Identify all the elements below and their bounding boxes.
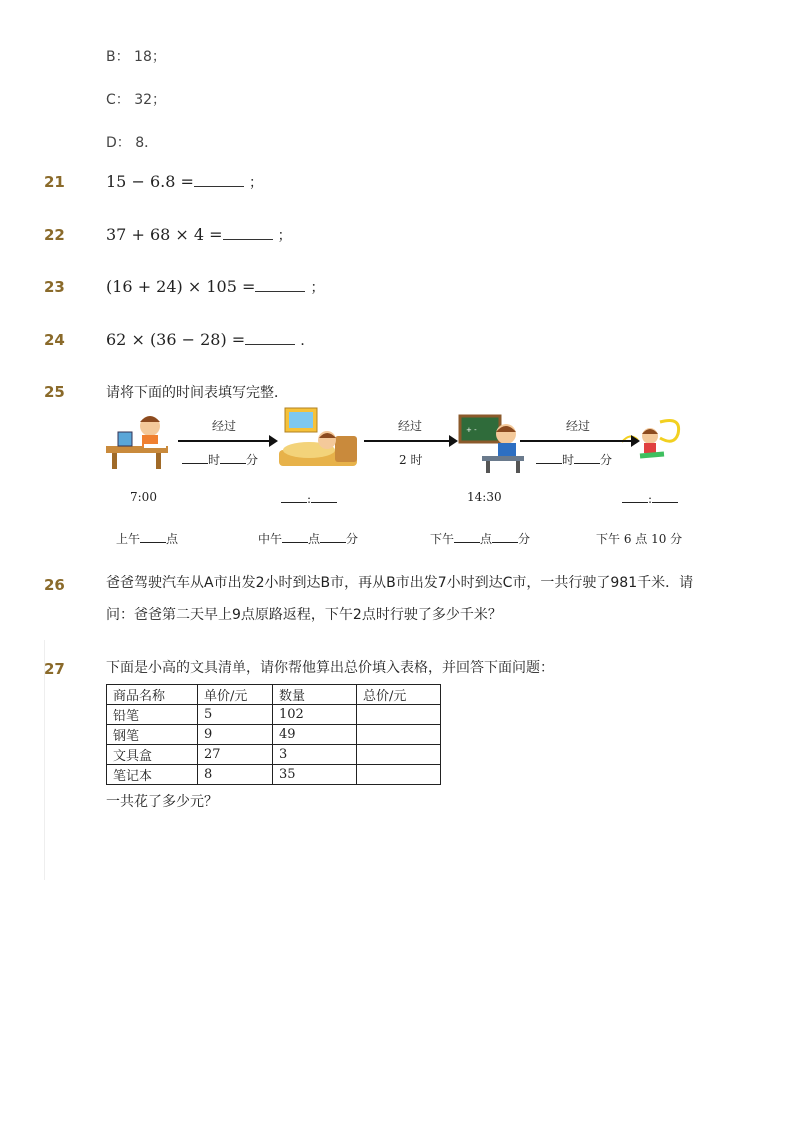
- minutes-blank[interactable]: [574, 451, 600, 464]
- hour-unit: 时: [208, 453, 221, 467]
- question-text: 一共花了多少元？: [106, 794, 218, 810]
- table-row: [107, 745, 441, 765]
- period-suffix: 分: [518, 532, 531, 546]
- time-blank-4: [622, 490, 678, 506]
- table-cell: 8: [198, 765, 273, 785]
- answer-blank[interactable]: [245, 330, 295, 345]
- table-cell: 3: [273, 745, 357, 765]
- minute-unit: 分: [600, 453, 613, 467]
- table-header-row: [107, 685, 441, 705]
- total-cell[interactable]: [357, 745, 441, 765]
- period-suffix: 分: [346, 532, 359, 546]
- math-expression: [106, 277, 324, 297]
- svg-text:+ -: + -: [466, 426, 477, 434]
- period-label-3: [430, 530, 530, 547]
- hour-blank[interactable]: [454, 530, 480, 543]
- question-text: [106, 567, 756, 631]
- minute-blank[interactable]: [320, 530, 346, 543]
- table-cell: 铅笔: [107, 705, 198, 725]
- child-at-blackboard-illustration: [458, 412, 528, 474]
- question-number: 21: [44, 173, 65, 191]
- option-c: C： 32；: [106, 92, 167, 108]
- option-b: B： 18；: [106, 49, 166, 65]
- time-blank-2: [281, 490, 337, 506]
- total-cell[interactable]: [357, 705, 441, 725]
- hour-blank[interactable]: [140, 530, 166, 543]
- table-cell: 5: [198, 705, 273, 725]
- total-cell[interactable]: [357, 725, 441, 745]
- hour-blank[interactable]: [281, 490, 307, 503]
- table-row: [107, 725, 441, 745]
- table-header: 单价/元: [198, 685, 273, 705]
- table-header: 商品名称: [107, 685, 198, 705]
- arrow-1: [178, 440, 276, 442]
- table-header: 总价/元: [357, 685, 441, 705]
- question-line: 爸爸驾驶汽车从A市出发2小时到达B市，再从B市出发7小时到达C市，一共行驶了981千米．请: [106, 575, 694, 591]
- colon: :: [648, 492, 653, 506]
- hours-blank[interactable]: [536, 451, 562, 464]
- table-header: 数量: [273, 685, 357, 705]
- duration-blank-1: [182, 451, 258, 468]
- period-mid: 点: [480, 532, 493, 546]
- answer-blank[interactable]: [255, 277, 305, 292]
- expression-tail: ；: [277, 228, 292, 244]
- colon: :: [307, 492, 312, 506]
- expression-tail: ；: [248, 175, 263, 191]
- period-prefix: 中午: [258, 532, 283, 546]
- elapsed-label: 经过: [566, 419, 591, 433]
- question-number: 27: [44, 660, 65, 678]
- question-number: 24: [44, 331, 65, 349]
- period-label-4: 下午 6 点 10 分: [596, 532, 683, 546]
- period-mid: 点: [308, 532, 321, 546]
- arrow-3: [520, 440, 638, 442]
- hour-unit: 时: [562, 453, 575, 467]
- question-text: 请将下面的时间表填写完整．: [106, 385, 288, 401]
- minutes-blank[interactable]: [220, 451, 246, 464]
- minute-blank[interactable]: [311, 490, 337, 503]
- table-cell: 文具盒: [107, 745, 198, 765]
- period-suffix: 点: [166, 532, 179, 546]
- table-row: [107, 705, 441, 725]
- question-number: 25: [44, 383, 65, 401]
- question-text: 下面是小高的文具清单，请你帮他算出总价填入表格，并回答下面问题：: [106, 660, 554, 676]
- child-at-desk-illustration: [104, 408, 174, 470]
- minute-unit: 分: [246, 453, 259, 467]
- math-expression: [106, 225, 292, 245]
- table-row: [107, 765, 441, 785]
- table-cell: 27: [198, 745, 273, 765]
- expression-text: (16 + 24) × 105 =: [106, 277, 256, 296]
- elapsed-label: 经过: [212, 419, 237, 433]
- duration-blank-3: [536, 451, 612, 468]
- period-label-2: [258, 530, 358, 547]
- hour-blank[interactable]: [282, 530, 308, 543]
- minute-blank[interactable]: [652, 490, 678, 503]
- arrow-2: [364, 440, 456, 442]
- period-prefix: 上午: [116, 532, 141, 546]
- option-d: D： 8．: [106, 135, 159, 151]
- time-third: 14:30: [467, 490, 502, 504]
- table-cell: 49: [273, 725, 357, 745]
- minute-blank[interactable]: [492, 530, 518, 543]
- table-cell: 35: [273, 765, 357, 785]
- table-cell: 9: [198, 725, 273, 745]
- stationery-table: [106, 684, 441, 785]
- question-line: 问：爸爸第二天早上9点原路返程，下午2点时行驶了多少千米？: [106, 607, 502, 623]
- period-label-1: [116, 530, 178, 547]
- table-cell: 笔记本: [107, 765, 198, 785]
- expression-text: 15 − 6.8 =: [106, 172, 194, 191]
- total-cell[interactable]: [357, 765, 441, 785]
- expression-text: 62 × (36 − 28) =: [106, 330, 246, 349]
- elapsed-label: 经过: [398, 419, 423, 433]
- table-cell: 钢笔: [107, 725, 198, 745]
- math-expression: [106, 330, 314, 350]
- question-number: 22: [44, 226, 65, 244]
- expression-tail: ．: [300, 333, 315, 349]
- hour-blank[interactable]: [622, 490, 648, 503]
- question-number: 23: [44, 278, 65, 296]
- question-number: 26: [44, 576, 65, 594]
- duration-two-hours: 2 时: [399, 453, 423, 467]
- math-expression: [106, 172, 263, 192]
- expression-tail: ；: [310, 280, 325, 296]
- expression-text: 37 + 68 × 4 =: [106, 225, 223, 244]
- time-start: 7:00: [130, 490, 157, 504]
- child-napping-illustration: [279, 406, 361, 472]
- answer-blank[interactable]: [223, 225, 273, 240]
- table-cell: 102: [273, 705, 357, 725]
- answer-blank[interactable]: [194, 172, 244, 187]
- hours-blank[interactable]: [182, 451, 208, 464]
- period-prefix: 下午: [430, 532, 455, 546]
